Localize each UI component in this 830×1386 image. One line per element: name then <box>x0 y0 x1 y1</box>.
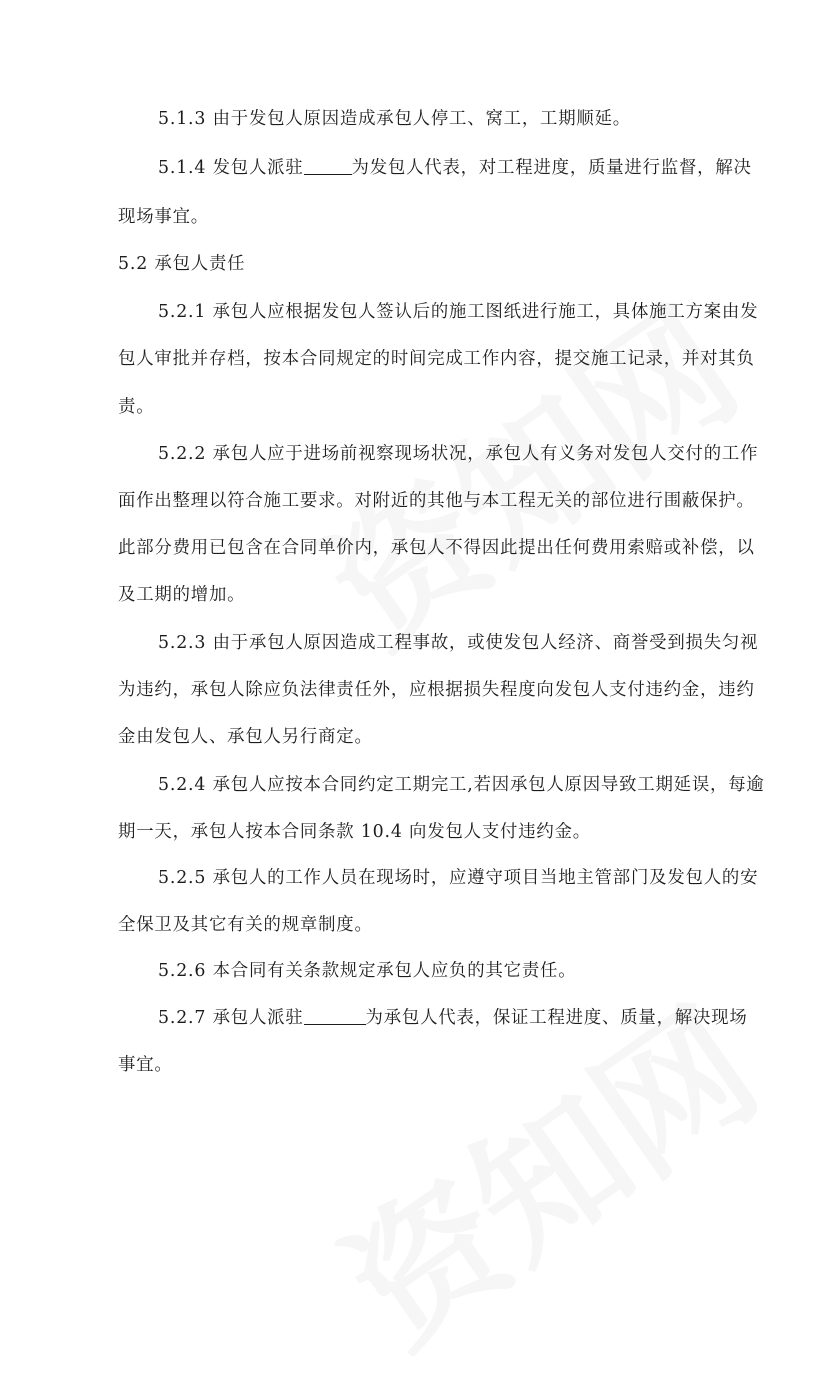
clause-5-2-1: 5.2.1 承包人应根据发包人签认后的施工图纸进行施工，具体施工方案由发 <box>158 302 759 322</box>
paragraph-line: 为违约，承包人除应负法律责任外，应根据损失程度向发包人支付违约金，违约 <box>118 680 755 700</box>
paragraph-line: 包人审批并存档，按本合同规定的时间完成工作内容，提交施工记录，并对其负 <box>118 349 755 369</box>
clause-5-1-3: 5.1.3 由于发包人原因造成承包人停工、窝工，工期顺延。 <box>158 109 631 129</box>
paragraph-line: 现场事宜。 <box>118 207 209 227</box>
section-heading-5-2: 5.2 承包人责任 <box>118 254 246 274</box>
clause-5-2-7 <box>158 1003 748 1028</box>
clause-5-2-3: 5.2.3 由于承包人原因造成工程事故，或使发包人经济、商誉受到损失匀视 <box>158 633 759 653</box>
clause-5-2-4: 5.2.4 承包人应按本合同约定工期完工,若因承包人原因导致工期延误，每逾 <box>158 775 765 795</box>
text-segment: 为发包人代表，对工程进度，质量进行监督，解决 <box>351 158 752 178</box>
paragraph-line: 此部分费用已包含在合同单价内，承包人不得因此提出任何费用索赔或补偿，以 <box>118 538 755 558</box>
paragraph-line: 及工期的增加。 <box>118 585 246 605</box>
clause-5-2-6: 5.2.6 本合同有关条款规定承包人应负的其它责任。 <box>158 961 577 981</box>
fill-in-blank <box>304 158 352 175</box>
clause-5-2-5: 5.2.5 承包人的工作人员在现场时，应遵守项目当地主管部门及发包人的安 <box>158 868 759 888</box>
clause-5-2-2: 5.2.2 承包人应于进场前视察现场状况，承包人有义务对发包人交付的工作 <box>158 444 759 464</box>
text-segment: 5.2.7 承包人派驻 <box>158 1008 304 1028</box>
fill-in-blank <box>304 1008 366 1025</box>
text-segment: 为承包人代表，保证工程进度、质量，解决现场 <box>365 1008 748 1028</box>
paragraph-line: 期一天，承包人按本合同条款 10.4 向发包人支付违约金。 <box>118 822 591 842</box>
paragraph-line: 全保卫及其它有关的规章制度。 <box>118 915 373 935</box>
paragraph-line: 面作出整理以符合施工要求。对附近的其他与本工程无关的部位进行围蔽保护。 <box>118 491 755 511</box>
paragraph-line: 金由发包人、承包人另行商定。 <box>118 727 373 747</box>
text-segment: 5.1.4 发包人派驻 <box>158 158 304 178</box>
clause-5-1-4 <box>158 153 752 178</box>
paragraph-line: 事宜。 <box>118 1055 173 1075</box>
paragraph-line: 责。 <box>118 397 155 417</box>
